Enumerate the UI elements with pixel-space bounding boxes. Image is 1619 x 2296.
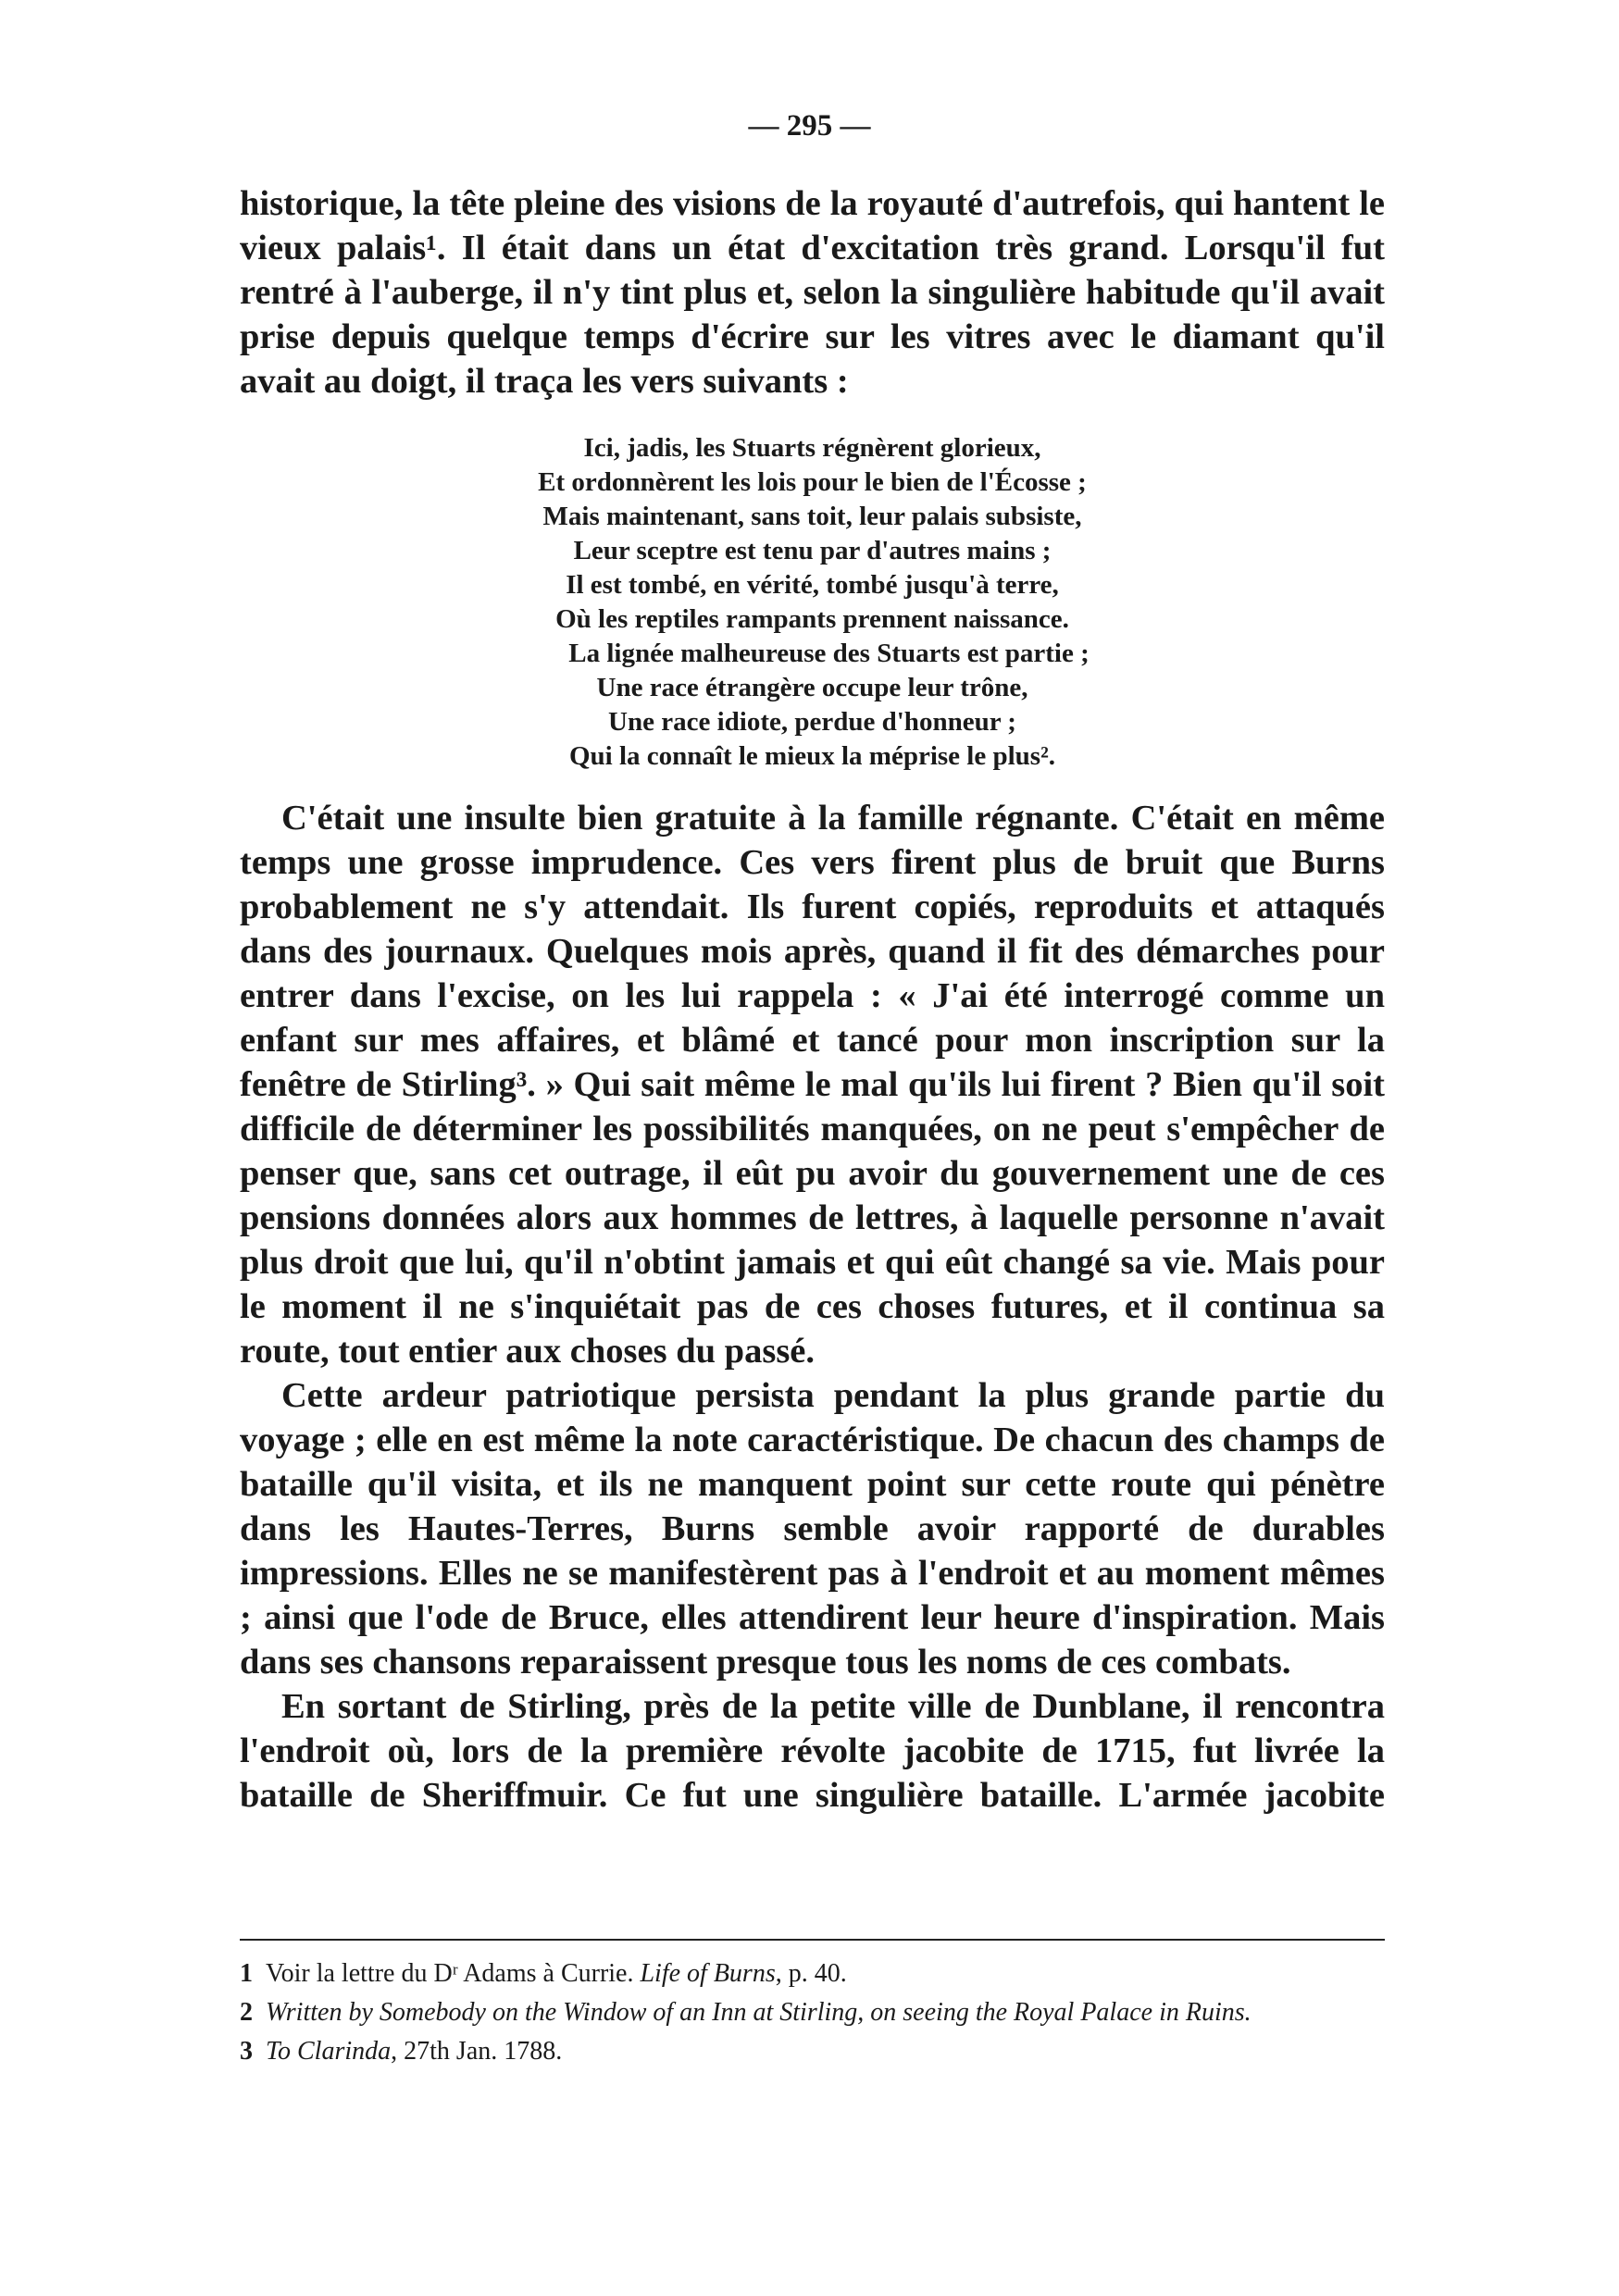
footnote-rule: [240, 1939, 1385, 1941]
footnote-text: Voir la lettre du Dʳ Adams à Currie.: [266, 1959, 641, 1988]
poem-line: La lignée malheureuse des Stuarts est partie ;: [568, 639, 1090, 668]
poem-line: Il est tombé, en vérité, tombé jusqu'à terre,: [566, 570, 1059, 600]
paragraph: Cette ardeur patriotique persista pendant la plus grande partie du voyage ; elle en est même la note caractéristique. De chacun des champs de bataille qu'il visita, et ils ne manquent point sur cette route qui pénètre dans les Hautes-Terres, Burns semble avoir rapporté de durables impressions. Elles ne se manifestèrent pas à l'endroit et au moment mêmes ; ainsi que l'ode de Bruce, elles attendirent leur heure d'inspiration. Mais dans ses chansons reparaissent presque tous les noms de ces combats.: [240, 1376, 1385, 1682]
footnote-text: , 27th Jan. 1788.: [391, 2037, 563, 2066]
poem-line: Qui la connaît le mieux la méprise le plus².: [568, 741, 1056, 771]
paragraph-intro: historique, la tête pleine des visions de la royauté d'autrefois, qui hantent le vieux palais¹. Il était dans un état d'excitation très grand. Lorsqu'il fut rentré à l'auberge, il n'y tint plus et, selon la singulière habitude qu'il avait prise depuis quelque temps d'écrire sur les vitres avec le diamant qu'il avait au doigt, il traça les vers suivants :: [240, 184, 1385, 401]
paragraph: En sortant de Stirling, près de la petite ville de Dunblane, il rencontra l'endroit où, lors de la première révolte jacobite de 1715, fut livrée la bataille de Sheriffmuir. Ce fut une singulière bataille. L'armée jacobite: [240, 1687, 1385, 1815]
poem-line: Ici, jadis, les Stuarts régnèrent glorieux,: [583, 433, 1041, 463]
poem-line: Une race étrangère occupe leur trône,: [596, 673, 1028, 702]
page-number: — 295 —: [748, 109, 871, 143]
footnote-number: 2: [240, 1998, 253, 2027]
footnote-text: , p. 40.: [775, 1959, 847, 1988]
poem: [240, 431, 1385, 774]
paragraph: C'était une insulte bien gratuite à la famille régnante. C'était en même temps une grosse imprudence. Ces vers firent plus de bruit que Burns probablement ne s'y attendait. Ils furent copiés, reproduits et attaqués dans des journaux. Quelques mois après, quand il fit des démarches pour entrer dans l'excise, on les lui rappela : « J'ai été interrogé comme un enfant sur mes affaires, et blâmé et tancé pour mon inscription sur la fenêtre de Stirling³. » Qui sait même le mal qu'ils lui firent ? Bien qu'il soit difficile de déterminer les possibilités manquées, on ne peut s'empêcher de penser que, sans cet outrage, il eût pu avoir du gouvernement une de ces pensions données alors aux hommes de lettres, à laquelle personne n'avait plus droit que lui, qu'il n'obtint jamais et qui eût changé sa vie. Mais pour le moment il ne s'inquiétait pas de ces choses futures, et il continua sa route, tout entier aux choses du passé.: [240, 799, 1385, 1371]
poem-line: Une race idiote, perdue d'honneur ;: [608, 707, 1016, 737]
footnote-title: To Clarinda: [266, 2037, 392, 2066]
footnote-number: 1: [240, 1959, 253, 1988]
footnote-number: 3: [240, 2037, 253, 2066]
footnotes: [240, 1939, 1385, 2074]
footnote: [240, 1996, 1385, 2029]
footnote-title: Life of Burns: [640, 1959, 776, 1988]
poem-line: Où les reptiles rampants prennent naissance.: [555, 604, 1069, 634]
footnote: [240, 1957, 1385, 1991]
page-body: [240, 181, 1385, 1818]
footnote: [240, 2035, 1385, 2068]
footnote-title: Written by Somebody on the Window of an Inn at Stirling, on seeing the Royal Palace in Ruins.: [266, 1998, 1252, 2027]
poem-line: Leur sceptre est tenu par d'autres mains ;: [573, 536, 1052, 565]
poem-line: Mais maintenant, sans toit, leur palais subsiste,: [542, 502, 1082, 531]
poem-line: Et ordonnèrent les lois pour le bien de l'Écosse ;: [538, 467, 1087, 497]
